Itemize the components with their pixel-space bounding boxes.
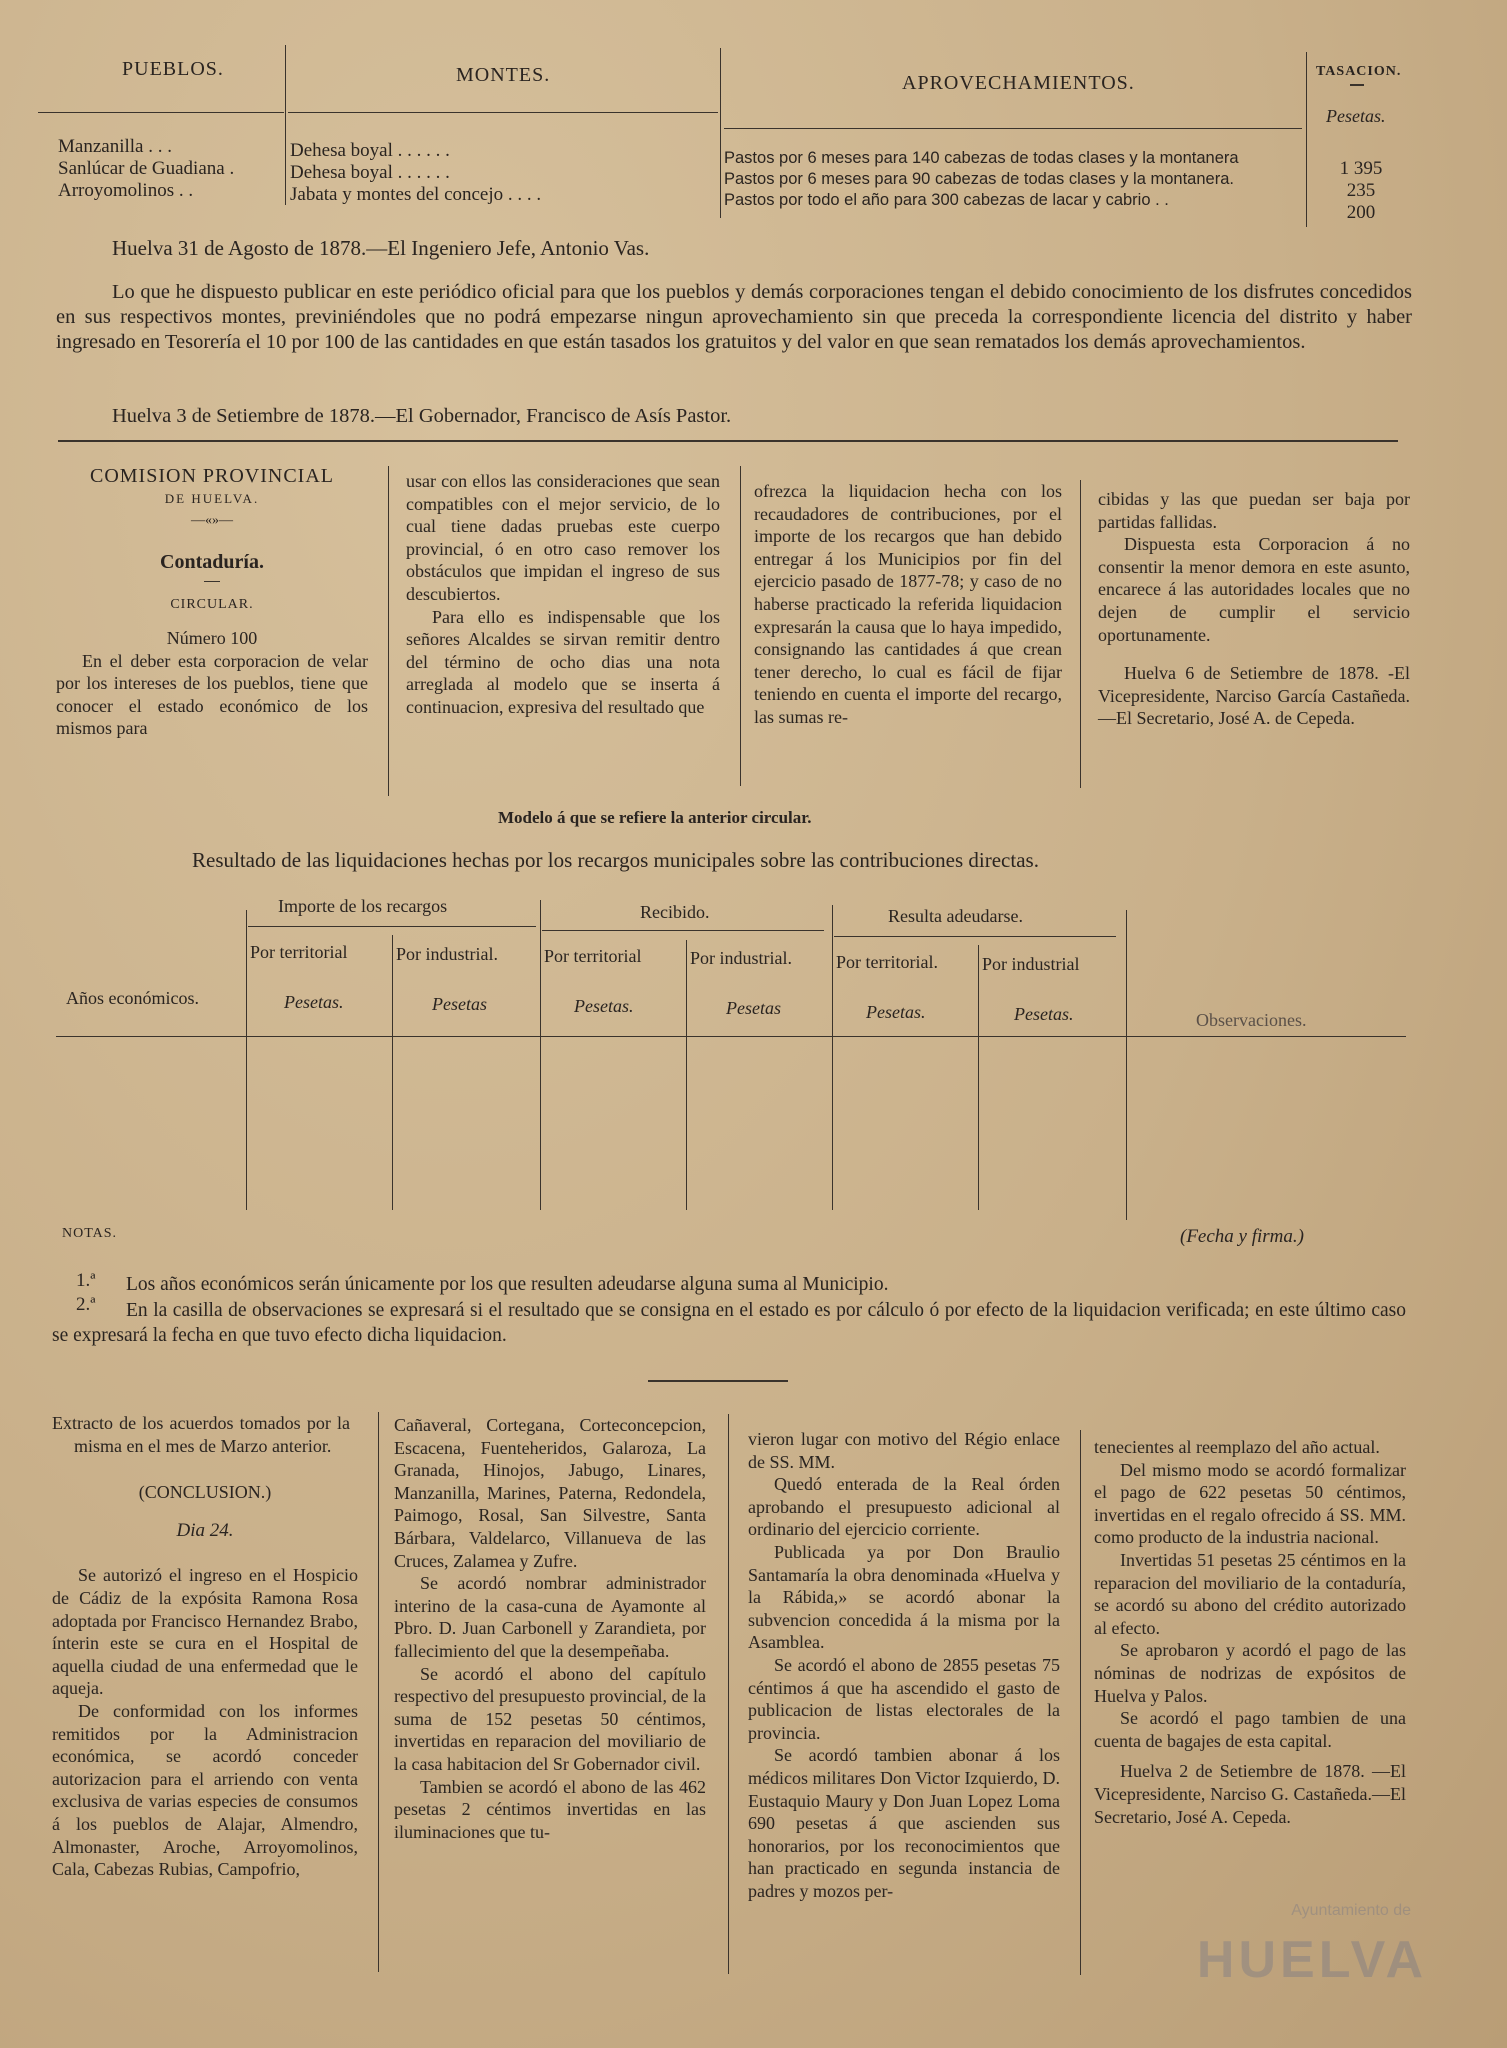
circular-text-4b: Dispuesta esta Corporacion á no consentir la menor demora en este asunto, encarece á las autoridades locales que no dejen de cumplir el servicio oportunamente. [1098, 534, 1410, 645]
rule [285, 45, 286, 205]
circular-text-2a: usar con ellos las consideraciones que sean compatibles con el mejor servicio, de lo cual tiene dadas pruebas este cuerpo provincial, ó en otro caso remover los obstáculos que impidan el ingreso de sus descubiertos. [406, 471, 720, 604]
dash [204, 581, 220, 582]
column-montes [290, 140, 541, 206]
rule [288, 112, 718, 113]
rule [1080, 480, 1081, 788]
circular-col-4 [1098, 488, 1410, 730]
cell-pueblo: Sanlúcar de Guadiana . [58, 158, 235, 179]
cell-tasacion: 1 395 [1339, 158, 1383, 179]
group-recibido: Recibido. [640, 902, 710, 922]
th-pesetas: Pesetas. [284, 992, 344, 1012]
th-recibido-territorial: Por territorial [544, 946, 642, 966]
notes-label: NOTAS. [62, 1226, 118, 1241]
circular-text-4c: Huelva 6 de Setiembre de 1878. -El Vicepresidente, Narciso García Castañeda.—El Secretario, José A. de Cepeda. [1098, 663, 1410, 729]
rule [378, 1412, 379, 1972]
th-pesetas: Pesetas. [574, 996, 634, 1016]
circular-ornament: —«»— [191, 513, 233, 529]
extract-c2d: Tambien se acordó el abono de las 462 pesetas 2 céntimos invertidas en las iluminaciones que tu- [394, 1776, 706, 1842]
circular-col-3 [754, 480, 1062, 729]
note-1-number: 1.ª [76, 1270, 96, 1291]
extract-heading: Extracto de los acuerdos tomados por la misma en el mes de Marzo anterior. [52, 1413, 350, 1456]
th-importe-territorial: Por territorial [250, 942, 348, 962]
extract-col-3 [748, 1428, 1060, 1902]
cell-monte: Dehesa boyal . . . . . . [290, 140, 450, 161]
extract-c4c: Invertidas 51 pesetas 25 céntimos en la reparacion del moviliario de la contaduría, se acordó su abono del crédito autorizado al efecto. [1094, 1549, 1406, 1638]
rule [1126, 910, 1127, 1220]
th-pesetas: Pesetas. [866, 1002, 926, 1022]
extract-col-1 [52, 1412, 358, 1881]
extract-c4b: Del mismo modo se acordó formalizar el pago de 622 pesetas 50 céntimos, invertidas en el regalo ofrecido á SS. MM. como producto de la industria nacional. [1094, 1459, 1406, 1548]
th-pesetas: Pesetas [726, 998, 781, 1018]
rule [392, 935, 393, 1210]
extract-c2b: Se acordó nombrar administrador interino de la casa-cuna de Ayamonte al Pbro. D. Juan Carbonell y Zarandieta, por fallecimiento del que la desempeñaba. [394, 1573, 706, 1661]
notice-paragraph: Lo que he dispuesto publicar en este periódico oficial para que los pueblos y demás corporaciones tengan el debido conocimiento de los disfrutes concedidos en sus respectivos montes, previniéndoles que no podrá empezarse ningun aprovechamiento sin que preceda la correspondiente licencia del distrito y haber ingresado en Tesorería el 10 por 100 de las cantidades en que están tasados los gratuitos y del valor en que sean rematados los demás aprovechamientos. [56, 281, 1412, 353]
extract-conclusion: (CONCLUSION.) [138, 1482, 272, 1503]
cell-aprovechamiento: Pastos por todo el año para 300 cabezas de lacar y cabrio . . [724, 191, 1169, 209]
group-resulta: Resulta adeudarse. [888, 906, 1023, 926]
rule [686, 940, 687, 1210]
cell-pueblo: Arroyomolinos . . [58, 180, 194, 201]
circular-col-2 [406, 470, 720, 719]
th-resulta-territorial: Por territorial. [836, 952, 938, 972]
circular-text-1: En el deber esta corporacion de velar por los intereses de los pueblos, tiene que conocer el estado económico de los mismos para [56, 650, 368, 739]
extract-col-2 [394, 1414, 706, 1843]
rule [388, 466, 389, 796]
th-observaciones: Observaciones. [1196, 1010, 1307, 1030]
header-pesetas: Pesetas. [1326, 106, 1386, 126]
th-pesetas: Pesetas [432, 994, 487, 1014]
extract-c3d: Se acordó el abono de 2855 pesetas 75 céntimos á que ha ascendido el gasto de publicacion de listas electorales de la provincia. [748, 1654, 1060, 1743]
extract-c3e: Se acordó tambien abonar á los médicos militares Don Victor Izquierdo, D. Eustaquio Maury y Don Juan Lopez Loma 690 pesetas á que ascienden sus honorarios, por los reconocimientos que han practicado en segunda instancia de padres y mozos per- [748, 1745, 1061, 1901]
circular-text-4a: cibidas y las que puedan ser baja por partidas fallidas. [1098, 489, 1410, 532]
circular-number: Número 100 [166, 627, 258, 648]
rule [724, 128, 1302, 129]
circular-kind: CIRCULAR. [170, 597, 254, 613]
header-pueblos: PUEBLOS. [122, 58, 224, 80]
rule [978, 945, 979, 1210]
circular-text-2b: Para ello es indispensable que los señores Alcaldes se sirvan remitir dentro del término de ocho dias una nota arreglada al modelo que se inserta á continuacion, expresiva del resultado que [406, 606, 720, 717]
circular-col-1 [56, 465, 368, 740]
extract-c4e: Se acordó el pago tambien de una cuenta de bagajes de esta capital. [1094, 1708, 1406, 1751]
signature-gobernador: Huelva 3 de Setiembre de 1878.—El Gobernador, Francisco de Asís Pastor. [112, 405, 732, 427]
section-divider [58, 440, 1398, 442]
circular-org: COMISION PROVINCIAL [89, 465, 334, 487]
rule [834, 936, 1116, 937]
extract-c3b: Quedó enterada de la Real órden aprobando el presupuesto adicional al ordinario del ejercicio corriente. [748, 1474, 1060, 1540]
rule [246, 910, 247, 1210]
signature-ingeniero: Huelva 31 de Agosto de 1878.—El Ingeniero Jefe, Antonio Vas. [112, 236, 650, 260]
extract-c4f: Huelva 2 de Setiembre de 1878. —El Vicepresidente, Narciso G. Castañeda.—El Secretario, José A. Cepeda. [1094, 1761, 1406, 1827]
extract-p1: Se autorizó el ingreso en el Hospicio de Cádiz de la expósita Ramona Rosa adoptada por Francisco Hernandez Brabo, ínterin este se cura en el Hospital de aquella ciudad de una enfermedad que le aqueja. [52, 1565, 358, 1699]
rule [1306, 52, 1307, 227]
note-2-number: 2.ª [76, 1294, 96, 1315]
cell-monte: Dehesa boyal . . . . . . [290, 162, 450, 183]
circular-place: DE HUELVA. [164, 490, 260, 506]
extract-c4d: Se aprobaron y acordó el pago de las nóminas de nodrizas de expósitos de Huelva y Palos. [1094, 1640, 1406, 1706]
cell-monte: Jabata y montes del concejo . . . . [290, 184, 542, 205]
rule [56, 1036, 1406, 1037]
rule [540, 900, 541, 1210]
watermark-logo: HUELVA [1196, 1931, 1427, 1989]
model-subtitle: Resultado de las liquidaciones hechas por los recargos municipales sobre las contribuciones directas. [192, 848, 1039, 872]
column-aprovechamientos [724, 148, 1239, 211]
note-2: En la casilla de observaciones se expresará si el resultado que se consigna en el estado es por cálculo ó por efecto de la liquidacion verificada; en este último caso se expresará la fecha en que tuvo efecto dicha liquidacion. [52, 1300, 1406, 1346]
rule [248, 926, 536, 927]
header-montes: MONTES. [456, 64, 551, 86]
rule [542, 930, 824, 931]
th-recibido-industrial: Por industrial. [690, 948, 792, 968]
watermark-top: Ayuntamiento de [1291, 1902, 1411, 1919]
header-aprovechamientos: APROVECHAMIENTOS. [902, 72, 1135, 94]
th-importe-industrial: Por industrial. [396, 944, 498, 964]
th-resulta-industrial: Por industrial [982, 954, 1080, 974]
rule [740, 466, 741, 786]
extract-c2a: Cañaveral, Cortegana, Corteconcepcion, Escacena, Fuenteheridos, Galaroza, La Granada, Hinojos, Jabugo, Linares, Manzanilla, Marines, Paterna, Redondela, Paimogo, Rosal, San Silvestre, Santa Bárbara, Valdelarco, Villanueva de las Cruces, Zalamea y Zufre. [394, 1415, 706, 1571]
th-pesetas: Pesetas. [1014, 1004, 1074, 1024]
cell-tasacion: 200 [1346, 202, 1376, 223]
note-1: Los años económicos serán únicamente por los que resulten adeudarse alguna suma al Municipio. [126, 1274, 889, 1295]
header-tasacion: TASACION. [1316, 64, 1402, 79]
cell-pueblo: Manzanilla . . . [58, 136, 172, 157]
cell-aprovechamiento: Pastos por 6 meses para 140 cabezas de todas clases y la montanera [724, 149, 1239, 167]
column-pueblos [58, 136, 234, 202]
column-tasacion [1316, 158, 1406, 224]
section-divider [648, 1380, 788, 1382]
cell-aprovechamiento: Pastos por 6 meses para 90 cabezas de todas clases y la montanera. [724, 170, 1234, 188]
extract-c3a: vieron lugar con motivo del Régio enlace de SS. MM. [748, 1429, 1060, 1472]
extract-col-4 [1094, 1436, 1406, 1828]
model-title: Modelo á que se refiere la anterior circular. [498, 808, 812, 827]
rule [720, 48, 721, 218]
extract-c2c: Se acordó el abono del capítulo respectivo del presupuesto provincial, de la suma de 152 pesetas 50 céntimos, invertidas en reparacion del moviliario de la casa habitacion del Sr Gobernador civil. [394, 1663, 706, 1774]
th-anos: Años económicos. [66, 988, 199, 1008]
extract-c4a: tenecientes al reemplazo del año actual. [1094, 1437, 1380, 1457]
extract-p2: De conformidad con los informes remitidos por la Administracion económica, se acordó conceder autorizacion para el arriendo con venta exclusiva de varias especies de consumos á los pueblos de Alajar, Almendro, Almonaster, Aroche, Arroyomolinos, Cala, Cabezas Rubias, Campofrio, [52, 1700, 358, 1880]
dash [1350, 84, 1364, 86]
cell-tasacion: 235 [1346, 180, 1376, 201]
group-importe: Importe de los recargos [278, 896, 448, 916]
rule [1080, 1430, 1081, 1975]
fecha-firma: (Fecha y firma.) [1180, 1226, 1304, 1247]
extract-day: Dia 24. [176, 1519, 234, 1541]
rule [832, 905, 833, 1210]
extract-c3c: Publicada ya por Don Braulio Santamaría la obra denominada «Huelva y la Rábida,» se acordó abonar la subvencion concedida á la misma por la Asamblea. [748, 1541, 1060, 1653]
circular-dept: Contaduría. [160, 550, 264, 573]
rule [728, 1414, 729, 1974]
circular-text-3: ofrezca la liquidacion hecha con los recaudadores de contribuciones, por el importe de los recargos que han debido entregar á los Municipios por fin del ejercicio pasado de 1877-78; y caso de no haberse practicado la referida liquidacion expresarán la causa que lo haya impedido, consignando las cantidades á que crean tener derecho, lo cual es fácil de fijar teniendo en cuenta el importe del recargo, las sumas re- [754, 481, 1062, 727]
rule [38, 112, 284, 113]
